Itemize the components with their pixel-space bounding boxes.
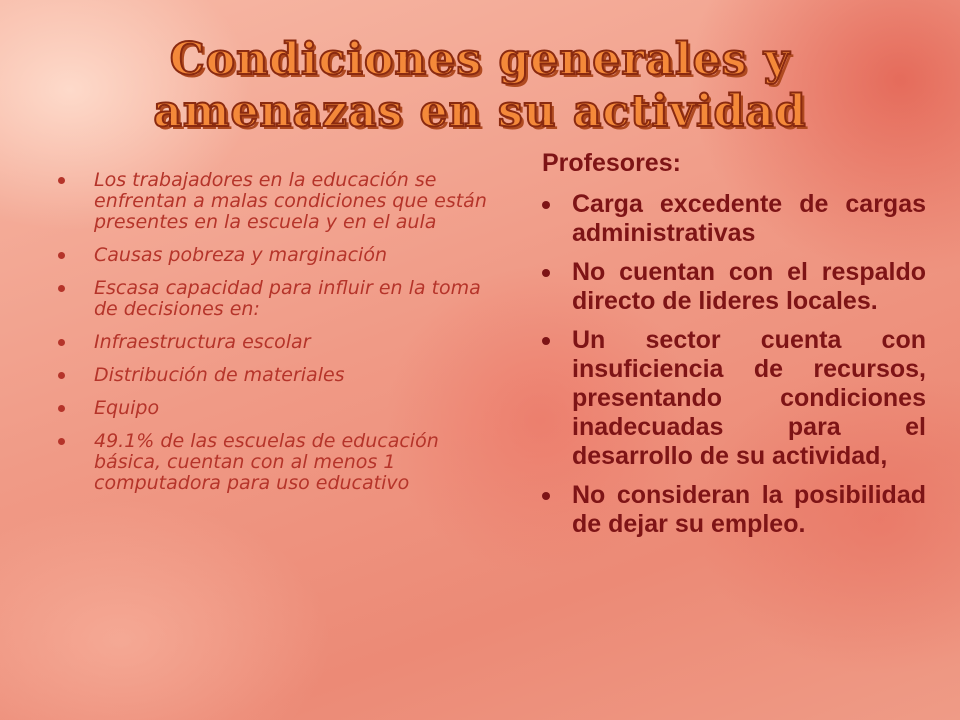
bullet-icon [542,269,550,277]
left-bullet-item [58,278,508,320]
right-column [542,148,926,549]
right-bullet-list [542,190,926,539]
bullet-icon [58,438,65,445]
left-bullet-text: Distribución de materiales [94,364,345,386]
left-bullet-text: Infraestructura escolar [94,331,311,353]
bullet-icon [58,177,65,184]
bullet-icon [58,339,65,346]
right-bullet-item [542,326,926,471]
right-heading: Profesores: [542,149,681,177]
bullet-icon [542,337,550,345]
right-bullet-text: No cuentan con el respaldo directo de lideres locales. [572,258,926,315]
bullet-icon [58,285,65,292]
title-line-2: amenazas en su actividad [153,86,807,137]
left-bullet-item [58,365,508,386]
right-bullet-item [542,190,926,248]
right-bullet-text: Un sector cuenta con insuficiencia de recursos, presentando condiciones inadecuadas para el desarrollo de su actividad, [572,326,926,470]
right-bullet-item [542,258,926,316]
left-bullet-item [58,332,508,353]
bullet-icon [58,252,65,259]
left-bullet-text: Causas pobreza y marginación [94,244,387,266]
bullet-icon [58,372,65,379]
left-bullet-text: 49.1% de las escuelas de educación básica, cuentan con al menos 1 computadora para uso educativo [94,430,439,494]
left-bullet-text: Escasa capacidad para influir en la toma de decisiones en: [94,277,481,320]
left-bullet-text: Los trabajadores en la educación se enfrentan a malas condiciones que están presentes en la escuela y en el aula [94,169,487,233]
left-bullet-text: Equipo [94,397,160,419]
right-bullet-text: Carga excedente de cargas administrativas [572,190,926,247]
slide-title [0,34,960,138]
left-bullet-item [58,431,508,494]
bullet-icon [542,492,550,500]
left-bullet-list [58,170,508,506]
bullet-icon [58,405,65,412]
left-bullet-item [58,170,508,233]
right-bullet-item [542,481,926,539]
right-bullet-text: No consideran la posibilidad de dejar su empleo. [572,481,926,538]
left-bullet-item [58,398,508,419]
left-bullet-item [58,245,508,266]
bullet-icon [542,201,550,209]
title-line-1: Condiciones generales y [169,34,791,85]
